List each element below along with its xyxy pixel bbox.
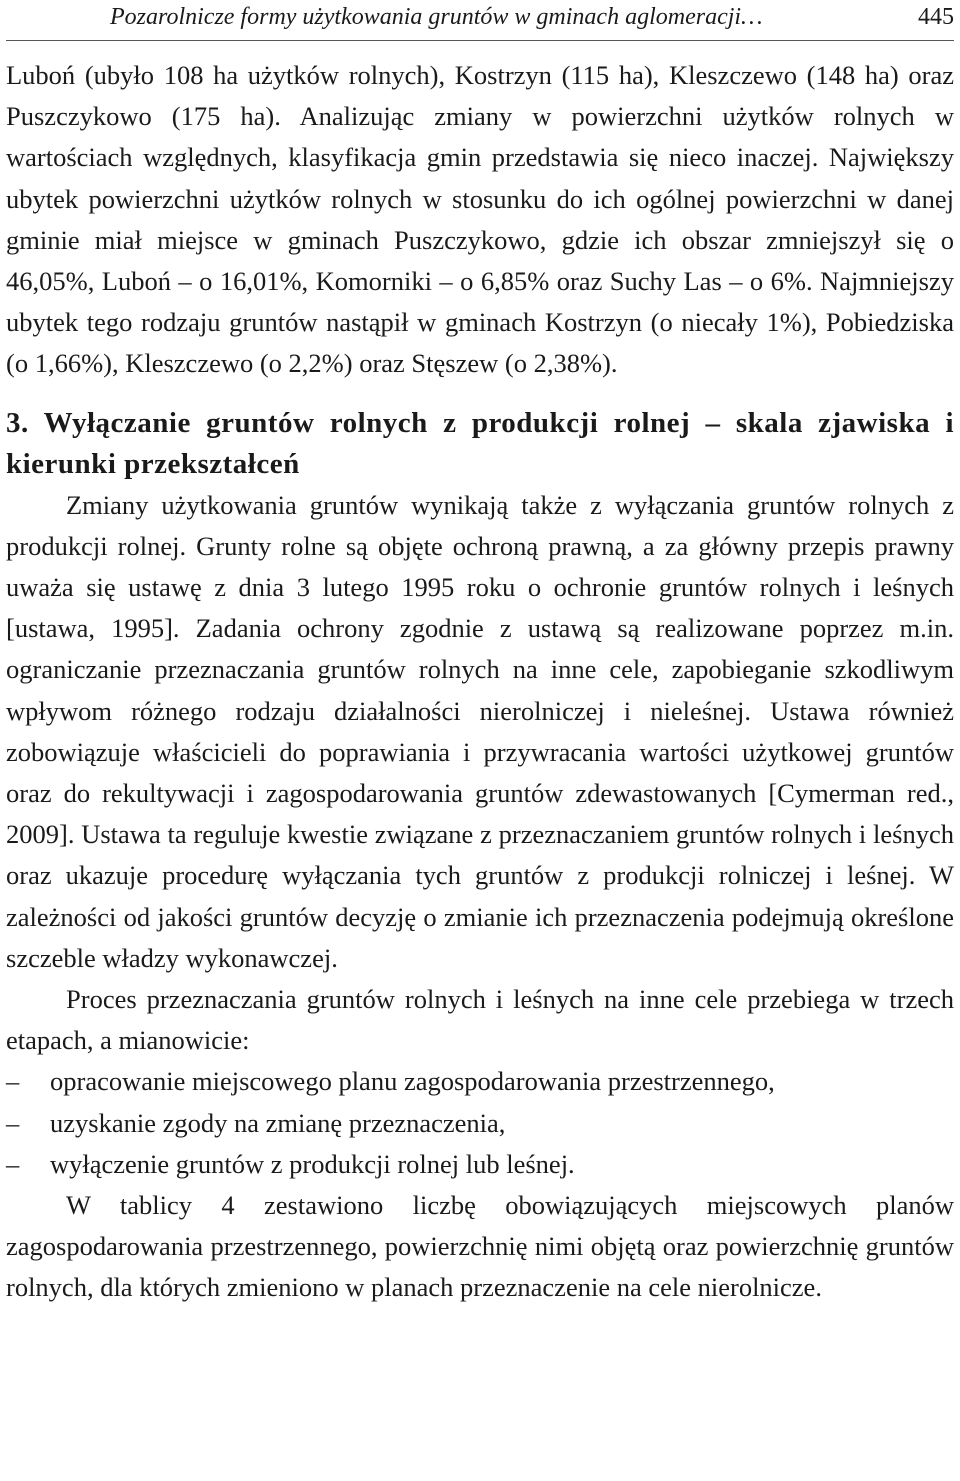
section-heading: 3. Wyłączanie gruntów rolnych z produkcji rolnej – skala zjawiska i kierunki przekształceń <box>6 406 954 480</box>
body-text <box>6 55 954 1309</box>
paragraph-proces: Proces przeznaczania gruntów rolnych i leśnych na inne cele przebiega w trzech etapach, a mianowicie: <box>6 984 954 1056</box>
stage-list <box>6 1061 954 1185</box>
running-title: Pozarolnicze formy użytkowania gruntów w gminach aglomeracji… <box>110 4 763 30</box>
paragraph-luboń: Luboń (ubyło 108 ha użytków rolnych), Kostrzyn (115 ha), Kleszczewo (148 ha) oraz Puszczykowo (175 ha). Analizując zmiany w powierzchni użytków rolnych w wartościach względnych, klasyfikacja gmin przedstawia się nieco inaczej. Największy ubytek powierzchni użytków rolnych w stosunku do ich ogólnej powierzchni w danej gminie miał miejsce w gminach Puszczykowo, gdzie ich obszar zmniejszył się o 46,05%, Luboń – o 16,01%, Komorniki – o 6,85% oraz Suchy Las – o 6%. Najmniejszy ubytek tego rodzaju gruntów nastąpił w gminach Kostrzyn (o niecały 1%), Pobiedziska (o 1,66%), Kleszczewo (o 2,2%) oraz Stęszew (o 2,38%). <box>6 60 954 379</box>
list-item: – uzyskanie zgody na zmianę przeznaczenia, <box>6 1103 954 1144</box>
paragraph-tablica: W tablicy 4 zestawiono liczbę obowiązujących miejscowych planów zagospodarowania przestrzennego, powierzchnię nimi objętą oraz powierzchnię gruntów rolnych, dla których zmieniono w planach przeznaczenie na cele nierolnicze. <box>6 1190 954 1303</box>
paragraph-zmiany: Zmiany użytkowania gruntów wynikają także z wyłączania gruntów rolnych z produkcji rolnej. Grunty rolne są objęte ochroną prawną, a za główny przepis prawny uważa się ustawę z dnia 3 lutego 1995 roku o ochronie gruntów rolnych i leśnych [ustawa, 1995]. Zadania ochrony zgodnie z ustawą są realizowane poprzez m.in. ograniczanie przeznaczania gruntów rolnych na inne cele, zapobieganie szkodliwym wpływom różnego rodzaju działalności nierolniczej i nieleśnej. Ustawa również zobowiązuje właścicieli do poprawiania i przywracania wartości użytkowej gruntów oraz do rekultywacji i zagospodarowania gruntów zdewastowanych [Cymerman red., 2009]. Ustawa ta reguluje kwestie związane z przeznaczaniem gruntów rolnych i leśnych oraz ukazuje procedurę wyłączania tych gruntów z produkcji rolniczej i leśnej. W zależności od jakości gruntów decyzję o zmianie ich przeznaczenia podejmują określone szczeble władzy wykonawczej. <box>6 489 954 973</box>
page-number: 445 <box>918 4 954 30</box>
running-header <box>6 0 954 41</box>
page <box>6 0 954 1481</box>
list-item: – wyłączenie gruntów z produkcji rolnej lub leśnej. <box>6 1144 954 1185</box>
list-item: – opracowanie miejscowego planu zagospodarowania przestrzennego, <box>6 1061 954 1102</box>
